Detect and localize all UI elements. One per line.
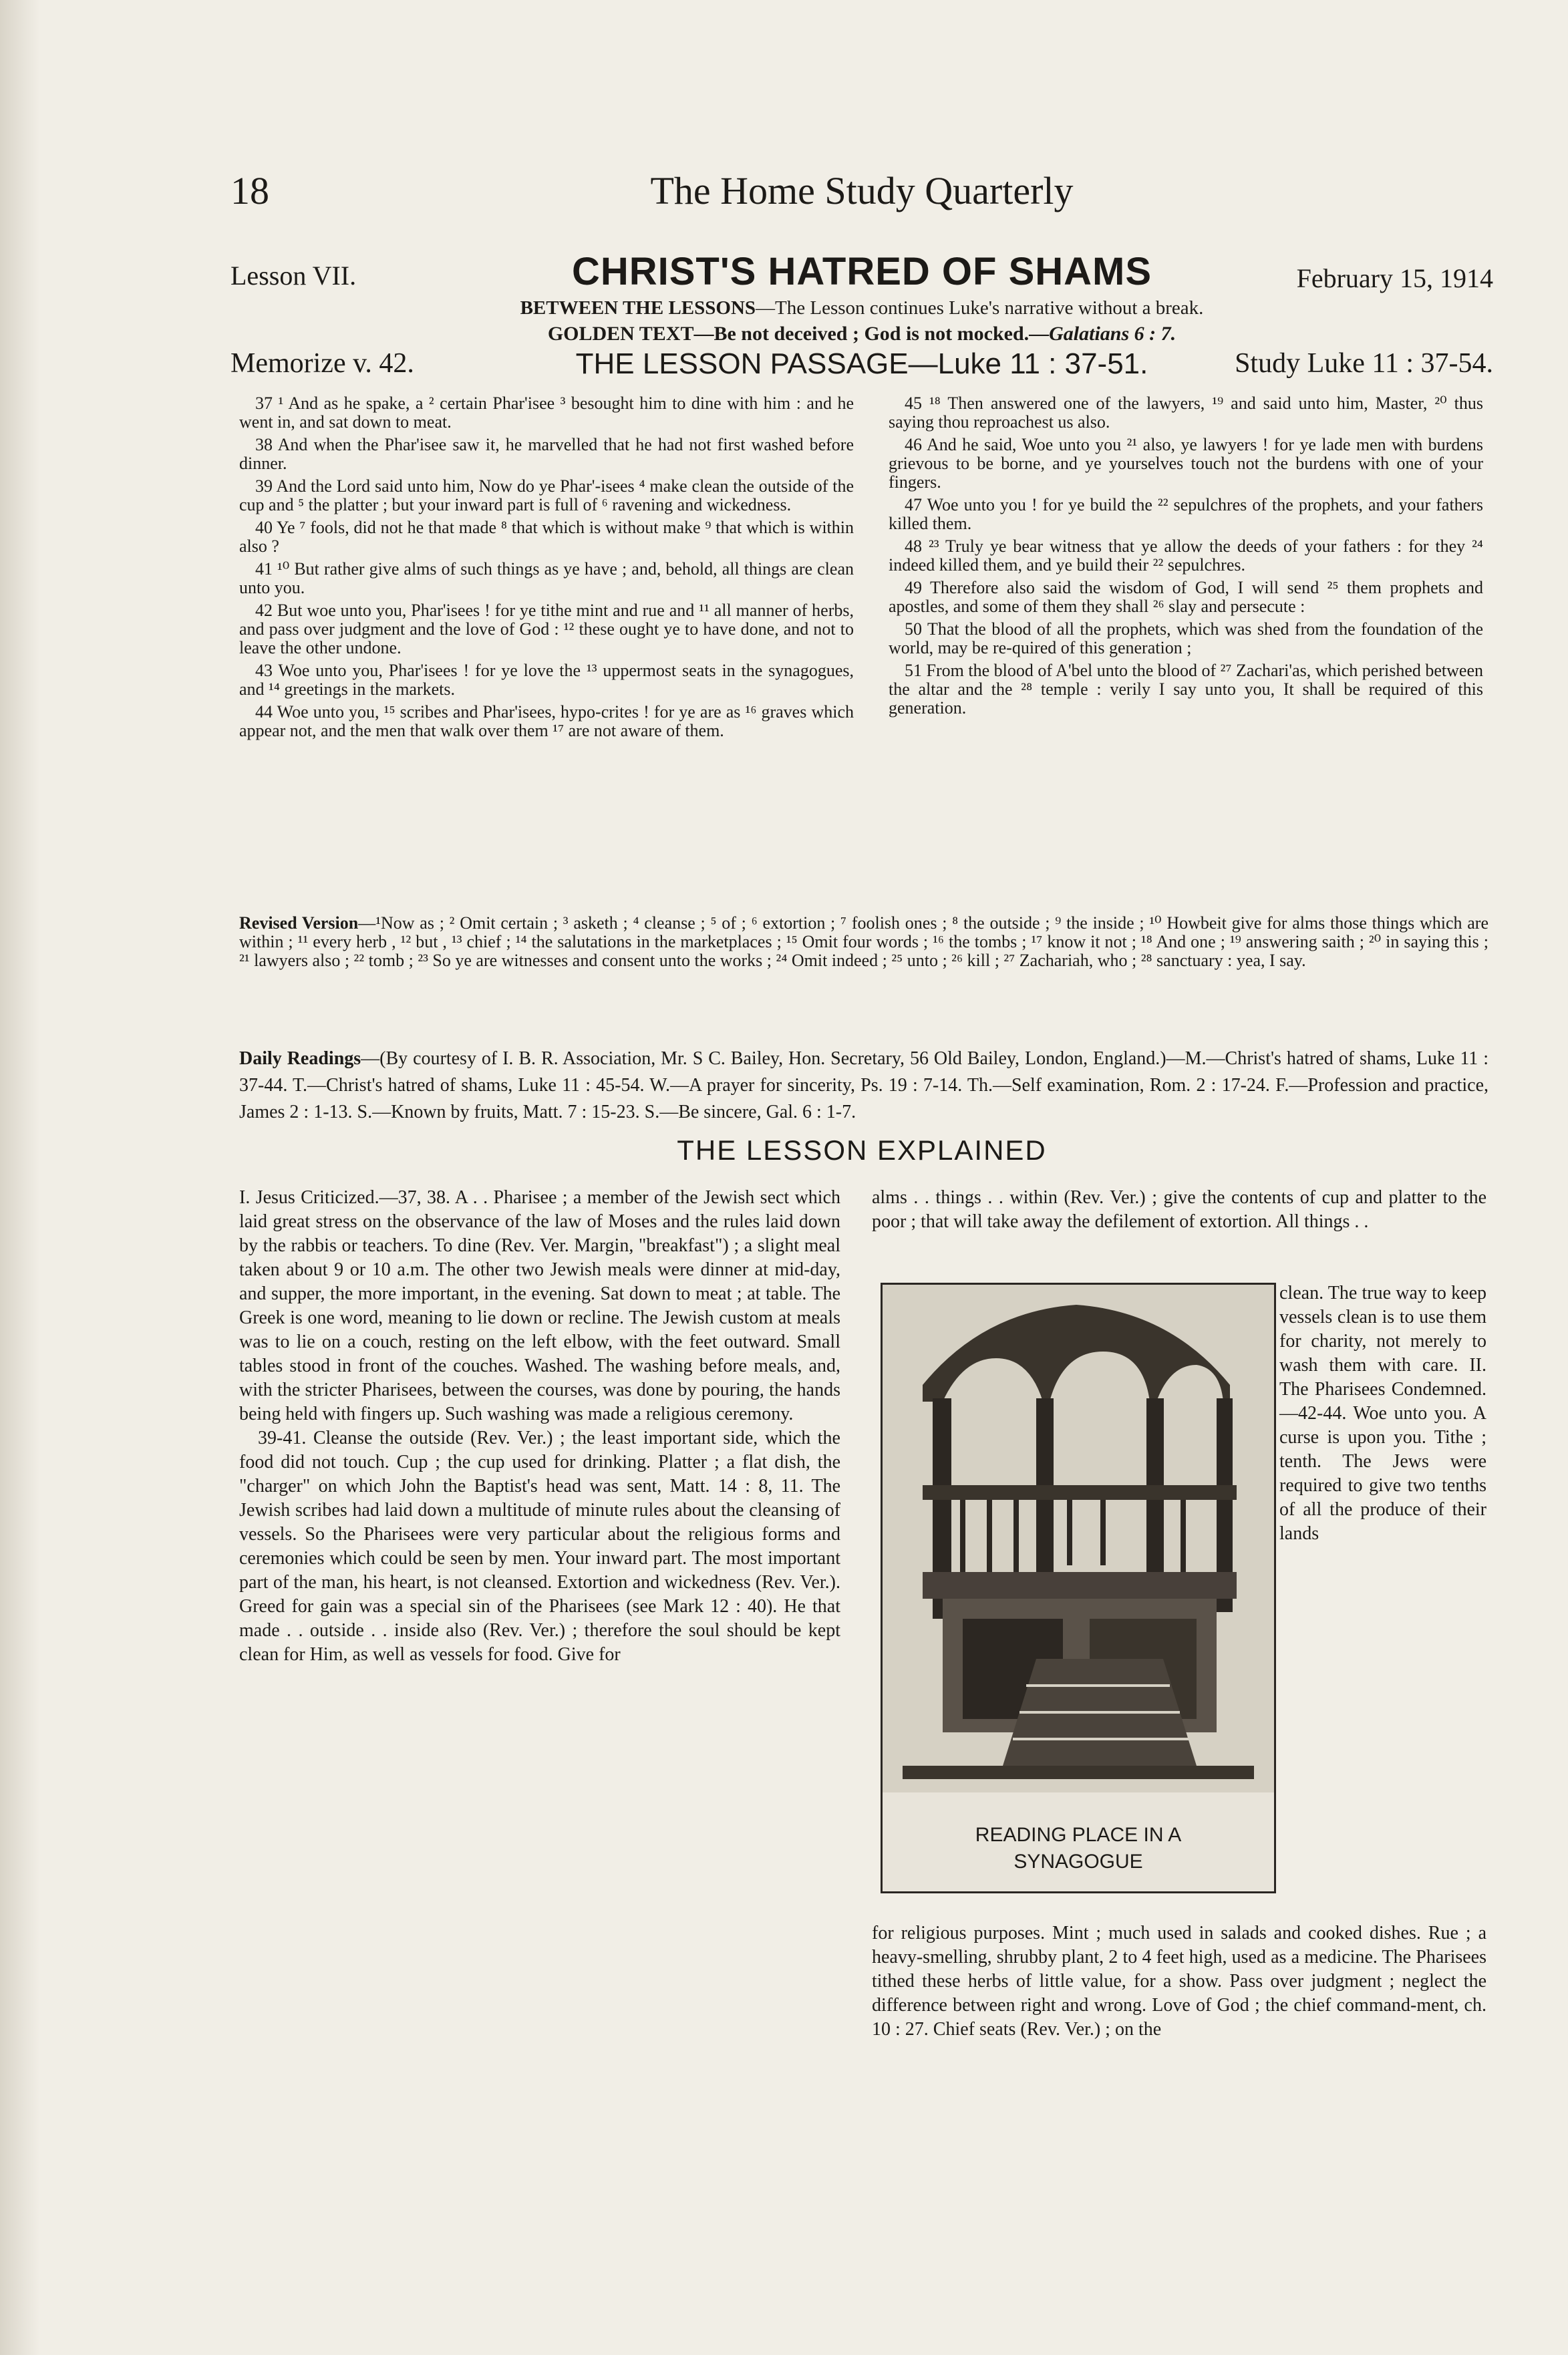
verse: 46 And he said, Woe unto you ²¹ also, ye lawyers ! for ye lade men with burdens grievous to be borne, and ye yourselves touch not the burdens with one of your fingers. (889, 435, 1483, 492)
lesson-date: February 15, 1914 (1296, 263, 1493, 293)
explained-right-narrow: clean. The true way to keep vessels clean is to use them for charity, not merely to wash them with care. II. The Pharisees Condemned. —42-44. Woe unto you. A curse is upon you. Tithe ; tenth. The Jews were required to give two tenths of all the produce of their lands (1279, 1283, 1486, 1544)
verse: 37 ¹ And as he spake, a ² certain Phar'isee ³ besought him to dine with him : and he went in, and sat down to meat. (239, 394, 854, 432)
verse: 41 ¹⁰ But rather give alms of such things as ye have ; and, behold, all things are clean unto you. (239, 559, 854, 597)
verse: 44 Woe unto you, ¹⁵ scribes and Phar'isees, hypo-crites ! for ye are as ¹⁶ graves which appear not, and the men that walk over them ¹⁷ are not aware of them. (239, 702, 854, 740)
explained-right-top: alms . . things . . within (Rev. Ver.) ; give the contents of cup and platter to the poor ; that will take away the defilement of extortion. All things . . (872, 1187, 1486, 1232)
revised-version (239, 914, 1488, 970)
daily-label: Daily Readings (239, 1048, 361, 1069)
lesson-title: CHRIST'S HATRED OF SHAMS (571, 250, 1152, 293)
verses-left-column (239, 394, 854, 744)
verse: 48 ²³ Truly ye bear witness that ye allow the deeds of your fathers : for they ²⁴ indeed killed them, and ye build their ²² sepulchres. (889, 536, 1483, 575)
passage-line (230, 347, 1493, 387)
figure-caption (883, 1822, 1274, 1875)
verse: 39 And the Lord said unto him, Now do ye Phar'-isees ⁴ make clean the outside of the cup and ⁵ the platter ; but your inward part is full of ⁶ ravening and wickedness. (239, 476, 854, 514)
page-number: 18 (230, 169, 269, 212)
running-head: The Home Study Quarterly (650, 169, 1074, 212)
verse: 38 And when the Phar'isee saw it, he marvelled that he had not first washed before dinner. (239, 435, 854, 473)
golden-text-body: —Be not deceived ; God is not mocked.— (693, 323, 1050, 345)
verse: 51 From the blood of A'bel unto the blood of ²⁷ Zachari'as, which perished between the altar and the ²⁸ temple : verily I say unto you, It shall be required of this generation. (889, 661, 1483, 718)
lesson-passage-heading: THE LESSON PASSAGE—Luke 11 : 37-51. (575, 347, 1148, 380)
daily-text: —(By courtesy of I. B. R. Association, Mr. S C. Bailey, Hon. Secretary, 56 Old Bailey, London, England.)—M.—Christ's hatred of shams, Luke 11 : 37-44. T.—Christ's hatred of shams, Luke 11 : 45-54. W.—A prayer for sincerity, Ps. 19 : 7-14. Th.—Self examination, Rom. 2 : 17-24. F.—Profession and practice, James 2 : 1-13. S.—Known by fruits, Matt. 7 : 15-23. S.—Be sincere, Gal. 6 : 1-7. (239, 1048, 1488, 1122)
golden-label: GOLDEN TEXT (547, 323, 694, 345)
lesson-number: Lesson VII. (230, 261, 357, 291)
explained-left-column (239, 1186, 840, 1667)
reading-place-drawing (883, 1285, 1274, 1792)
verse: 45 ¹⁸ Then answered one of the lawyers, ¹⁹ and said unto him, Master, ²⁰ thus saying thou reproachest us also. (889, 394, 1483, 432)
explained-paragraph: I. Jesus Criticized.—37, 38. A . . Pharisee ; a member of the Jewish sect which laid great stress on the observance of the law of Moses and the rules laid down by the rabbis or teachers. To dine (Rev. Ver. Margin, "breakfast") ; a slight meal taken about 9 or 10 a.m. The other two Jewish meals were dinner at mid-day, and supper, the more important, in the evening. Sat down to meat ; at table. The Greek is one word, meaning to lie down or recline. The Jewish custom at meals was to lie on a couch, resting on the left elbow, with the feet outward. Small tables stood in front of the couches. Washed. The washing before meals, and, with the stricter Pharisees, between the courses, was done by pouring, the hands being held with fingers up. Such washing was made a religious ceremony. (239, 1187, 840, 1424)
between-the-lessons (230, 297, 1493, 319)
lesson-explained-heading: THE LESSON EXPLAINED (677, 1134, 1047, 1166)
verse: 42 But woe unto you, Phar'isees ! for ye tithe mint and rue and ¹¹ all manner of herbs, and pass over judgment and the love of God : ¹² these ought ye to have done, and not to leave the other undone. (239, 601, 854, 657)
golden-ref: Galatians 6 : 7. (1049, 323, 1177, 345)
explained-right-bottom: for religious purposes. Mint ; much used in salads and cooked dishes. Rue ; a heavy-smelling, shrubby plant, 2 to 4 feet high, used as a medicine. The Pharisees tithed these herbs of little value, for a show. Pass over judgment ; neglect the difference between right and wrong. Love of God ; the chief command-ment, ch. 10 : 27. Chief seats (Rev. Ver.) ; on the (872, 1923, 1486, 2040)
verses-right-column (889, 394, 1483, 722)
verse: 40 Ye ⁷ fools, did not he that made ⁸ that which is without make ⁹ that which is within also ? (239, 518, 854, 556)
revised-label: Revised Version (239, 913, 359, 933)
synagogue-illustration (881, 1283, 1276, 1893)
between-text: —The Lesson continues Luke's narrative without a break. (756, 297, 1204, 319)
daily-readings (239, 1046, 1488, 1126)
caption-line-1: READING PLACE IN A (975, 1824, 1182, 1846)
explained-paragraph: 39-41. Cleanse the outside (Rev. Ver.) ; the least important side, which the food did not touch. Cup ; the cup used for drinking. Platter ; a flat dish, the "charger" on which John the Baptist's head was sent, Matt. 14 : 8, 11. The Jewish scribes had laid down a multitude of minute rules about the cleansing of vessels. So the Pharisees were very particular about the religious forms and ceremonies which could be seen by men. Your inward part. The most important part of the man, his heart, is not cleansed. Extortion and wickedness (Rev. Ver.). Greed for gain was a special sin of the Pharisees (see Mark 12 : 40). He that made . . outside . . inside also (Rev. Ver.) ; therefore the soul should be kept clean for Him, as well as vessels for food. Give for (239, 1428, 840, 1665)
verse: 50 That the blood of all the prophets, which was shed from the foundation of the world, may be re-quired of this generation ; (889, 619, 1483, 657)
verse: 49 Therefore also said the wisdom of God, I will send ²⁵ them prophets and apostles, and some of them they shall ²⁶ slay and persecute : (889, 578, 1483, 616)
memorize-verse: Memorize v. 42. (230, 348, 414, 379)
study-reference: Study Luke 11 : 37-54. (1235, 348, 1493, 379)
verse: 47 Woe unto you ! for ye build the ²² sepulchres of the prophets, and your fathers killed them. (889, 495, 1483, 533)
golden-text (230, 323, 1493, 345)
lesson-heading (230, 247, 1493, 294)
revised-text: —¹Now as ; ² Omit certain ; ³ asketh ; ⁴ cleanse ; ⁵ of ; ⁶ extortion ; ⁷ foolish ones ; ⁸ the outside ; ⁹ the inside ; ¹⁰ Howbeit give for alms those things which are within ; ¹¹ every herb , ¹² but , ¹³ chief ; ¹⁴ the salutations in the marketplaces ; ¹⁵ Omit four words ; ¹⁶ the tombs ; ¹⁷ know it not ; ¹⁸ And one ; ¹⁹ answering saith ; ²⁰ in saying this ; ²¹ lawyers also ; ²² tomb ; ²³ So ye are witnesses and consent unto the works ; ²⁴ Omit indeed ; ²⁵ unto ; ²⁶ kill ; ²⁷ Zachariah, who ; ²⁸ sanctuary : yea, I say. (239, 913, 1488, 970)
between-label: BETWEEN THE LESSONS (520, 297, 756, 319)
page-header (230, 168, 1493, 222)
verse: 43 Woe unto you, Phar'isees ! for ye love the ¹³ uppermost seats in the synagogues, and ¹⁴ greetings in the markets. (239, 661, 854, 699)
caption-line-2: SYNAGOGUE (1013, 1851, 1143, 1873)
